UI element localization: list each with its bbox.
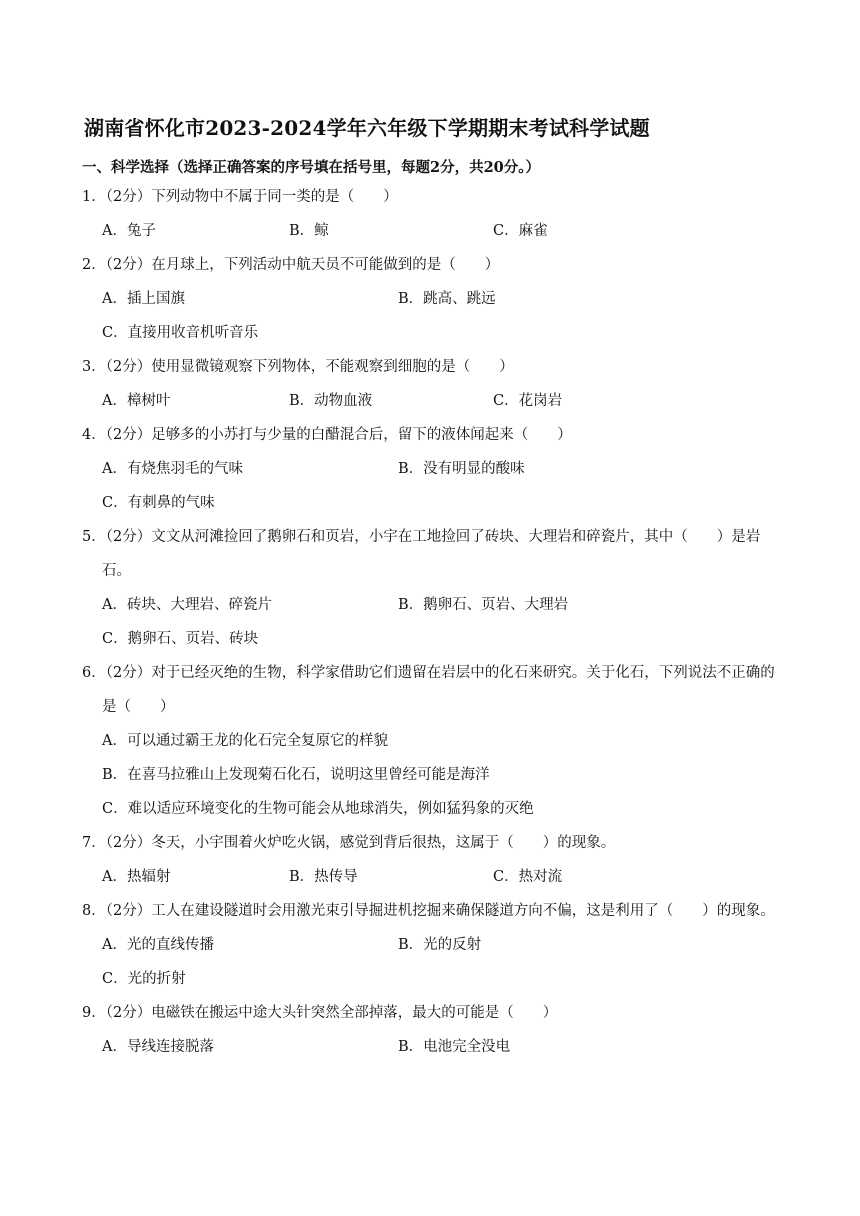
question-num: 7． xyxy=(82,835,106,851)
question-stem xyxy=(82,894,782,928)
question-stem: 冬天，小宇围着火炉吃火锅，感觉到背后很热，这属于（ ）的现象。 xyxy=(151,835,616,851)
question-score: （2分） xyxy=(105,903,152,919)
question-1 xyxy=(82,180,782,248)
question-list xyxy=(82,180,782,1064)
options-row xyxy=(82,724,782,758)
options-row xyxy=(82,384,782,418)
option-b[interactable]: B．鹅卵石、页岩、大理岩 xyxy=(398,597,569,613)
page-title: 湖南省怀化市2023-2024学年六年级下学期期末考试科学试题 xyxy=(84,116,650,140)
question-score: （2分） xyxy=(105,257,152,273)
question-score: （2分） xyxy=(105,529,152,545)
options-row xyxy=(82,316,782,350)
question-9 xyxy=(82,996,782,1064)
option-c[interactable]: C．鹅卵石、页岩、砖块 xyxy=(102,631,259,647)
section-heading: 一、科学选择（选择正确答案的序号填在括号里，每题2分，共20分。） xyxy=(82,159,541,176)
question-stem xyxy=(82,248,782,282)
option-c[interactable]: C．光的折射 xyxy=(102,971,186,987)
question-5 xyxy=(82,520,782,656)
question-stem xyxy=(82,520,782,588)
question-stem: 对于已经灭绝的生物，科学家借助它们遗留在岩层中的化石来研究。关于化石，下列说法不正确的是（ ） xyxy=(102,665,775,715)
question-stem xyxy=(82,180,782,214)
options-row xyxy=(82,792,782,826)
option-a[interactable]: A．插上国旗 xyxy=(102,291,185,307)
option-a[interactable]: A．光的直线传播 xyxy=(102,937,214,953)
question-7 xyxy=(82,826,782,894)
question-num: 3． xyxy=(82,359,106,375)
options-row xyxy=(82,928,782,962)
question-stem: 足够多的小苏打与少量的白醋混合后，留下的液体闻起来（ ） xyxy=(151,427,572,443)
question-num: 6． xyxy=(82,665,106,681)
option-c[interactable]: C．花岗岩 xyxy=(493,393,563,409)
question-score: （2分） xyxy=(105,359,152,375)
question-3 xyxy=(82,350,782,418)
question-stem: 使用显微镜观察下列物体，不能观察到细胞的是（ ） xyxy=(151,359,514,375)
options-row xyxy=(82,588,782,622)
option-c[interactable]: C．难以适应环境变化的生物可能会从地球消失，例如猛犸象的灭绝 xyxy=(102,801,534,817)
option-a[interactable]: A．兔子 xyxy=(102,223,156,239)
option-b[interactable]: B．电池完全没电 xyxy=(398,1039,511,1055)
question-num: 8． xyxy=(82,903,106,919)
question-score: （2分） xyxy=(105,665,152,681)
question-stem: 下列动物中不属于同一类的是（ ） xyxy=(151,189,398,205)
question-num: 2． xyxy=(82,257,106,273)
question-num: 4． xyxy=(82,427,106,443)
option-a[interactable]: A．樟树叶 xyxy=(102,393,171,409)
question-stem: 文文从河滩捡回了鹅卵石和页岩，小宇在工地捡回了砖块、大理岩和碎瓷片，其中（ ）是岩石。 xyxy=(102,529,761,579)
options-row xyxy=(82,214,782,248)
option-a[interactable]: A．砖块、大理岩、碎瓷片 xyxy=(102,597,272,613)
question-4 xyxy=(82,418,782,520)
question-stem xyxy=(82,826,782,860)
question-score: （2分） xyxy=(105,189,152,205)
options-row xyxy=(82,452,782,486)
question-stem: 工人在建设隧道时会用激光束引导掘进机挖掘来确保隧道方向不偏，这是利用了（ ）的现象。 xyxy=(151,903,775,919)
question-score: （2分） xyxy=(105,1005,152,1021)
option-b[interactable]: B．跳高、跳远 xyxy=(398,291,496,307)
option-b[interactable]: B．热传导 xyxy=(289,869,358,885)
question-num: 5． xyxy=(82,529,106,545)
question-num: 9． xyxy=(82,1005,106,1021)
question-stem xyxy=(82,418,782,452)
question-score: （2分） xyxy=(105,835,152,851)
option-b[interactable]: B．动物血液 xyxy=(289,393,373,409)
options-row xyxy=(82,758,782,792)
question-stem: 电磁铁在搬运中途大头针突然全部掉落，最大的可能是（ ） xyxy=(151,1005,558,1021)
option-c[interactable]: C．有刺鼻的气味 xyxy=(102,495,215,511)
option-b[interactable]: B．在喜马拉雅山上发现菊石化石，说明这里曾经可能是海洋 xyxy=(102,767,490,783)
options-row xyxy=(82,622,782,656)
question-num: 1． xyxy=(82,189,106,205)
option-a[interactable]: A．导线连接脱落 xyxy=(102,1039,214,1055)
question-2 xyxy=(82,248,782,350)
option-c[interactable]: C．直接用收音机听音乐 xyxy=(102,325,259,341)
option-a[interactable]: A．可以通过霸王龙的化石完全复原它的样貌 xyxy=(102,733,388,749)
question-score: （2分） xyxy=(105,427,152,443)
option-a[interactable]: A．有烧焦羽毛的气味 xyxy=(102,461,243,477)
options-row xyxy=(82,486,782,520)
options-row xyxy=(82,1030,782,1064)
question-6 xyxy=(82,656,782,826)
question-stem xyxy=(82,350,782,384)
option-b[interactable]: B．鲸 xyxy=(289,223,329,239)
question-8 xyxy=(82,894,782,996)
options-row xyxy=(82,962,782,996)
question-stem xyxy=(82,656,782,724)
question-stem: 在月球上，下列活动中航天员不可能做到的是（ ） xyxy=(151,257,500,273)
options-row xyxy=(82,860,782,894)
option-b[interactable]: B．光的反射 xyxy=(398,937,482,953)
option-c[interactable]: C．热对流 xyxy=(493,869,563,885)
options-row xyxy=(82,282,782,316)
question-stem xyxy=(82,996,782,1030)
option-b[interactable]: B．没有明显的酸味 xyxy=(398,461,525,477)
option-c[interactable]: C．麻雀 xyxy=(493,223,548,239)
option-a[interactable]: A．热辐射 xyxy=(102,869,171,885)
